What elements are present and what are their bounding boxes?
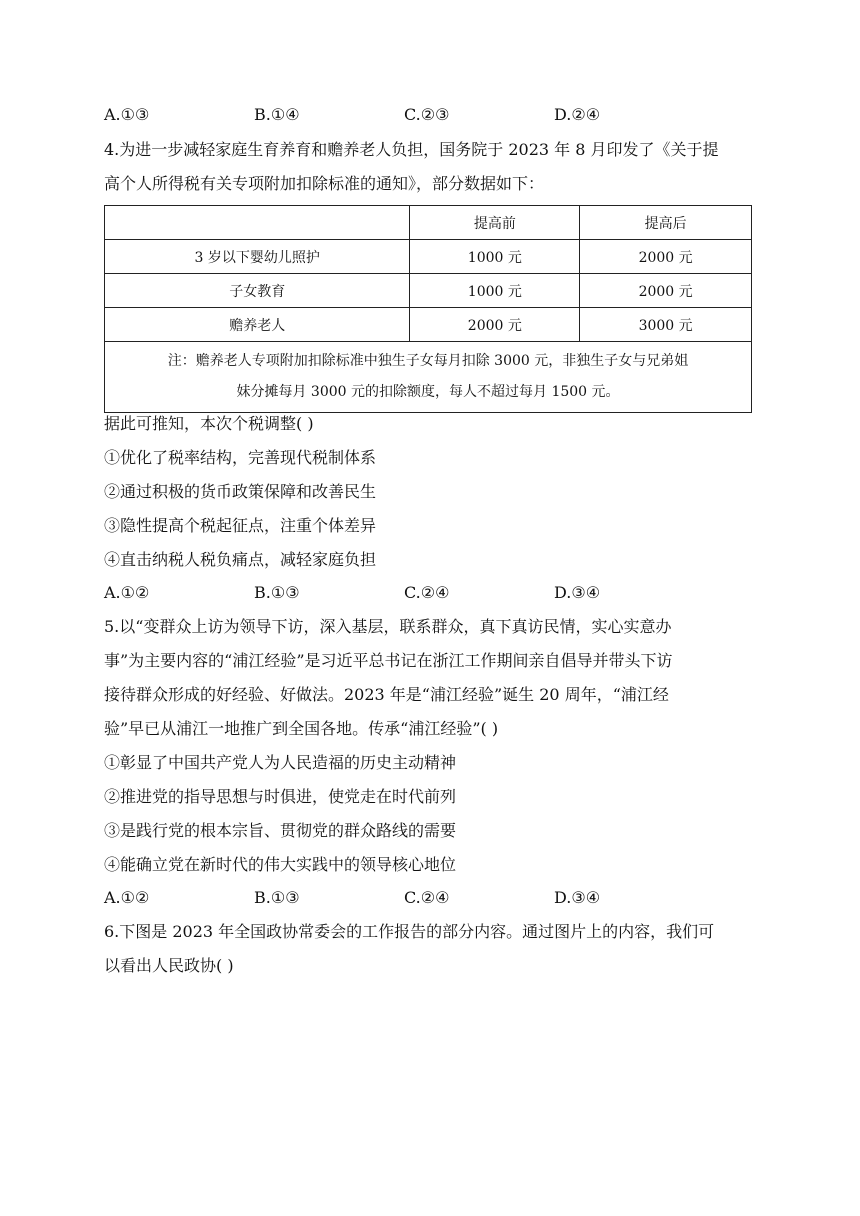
q5-stem-line1: 5.以“变群众上访为领导下访，深入基层，联系群众，真下真访民情，实心实意办 — [104, 617, 672, 636]
table-row — [105, 274, 752, 308]
q3-option-c: C.②③ — [404, 105, 450, 124]
table-row — [105, 240, 752, 274]
q5-item-4: ④能确立党在新时代的伟大实践中的领导核心地位 — [104, 855, 457, 874]
q5-option-d: D.③④ — [554, 888, 601, 907]
q5-item-1: ①彰显了中国共产党人为人民造福的历史主动精神 — [104, 753, 457, 772]
table-note-line1: 注：赡养老人专项附加扣除标准中独生子女每月扣除 3000 元，非独生子女与兄弟姐 — [167, 353, 689, 369]
q5-stem-line3: 接待群众形成的好经验、好做法。2023 年是“浦江经验”诞生 20 周年，“浦江经 — [104, 685, 669, 704]
q3-option-d: D.②④ — [554, 105, 601, 124]
table-cell: 2000 元 — [580, 274, 752, 308]
q4-item-2: ②通过积极的货币政策保障和改善民生 — [104, 482, 377, 501]
table-note — [105, 342, 752, 413]
q4-option-b: B.①③ — [254, 583, 300, 602]
q4-item-3: ③隐性提高个税起征点，注重个体差异 — [104, 516, 377, 535]
q5-item-3: ③是践行党的根本宗旨、贯彻党的群众路线的需要 — [104, 821, 457, 840]
q5-option-c: C.②④ — [404, 888, 450, 907]
q6-stem-line1: 6.下图是 2023 年全国政协常委会的工作报告的部分内容。通过图片上的内容，我们可 — [104, 922, 715, 941]
q3-option-a: A.①③ — [104, 105, 150, 124]
q4-question: 据此可推知，本次个税调整( ) — [104, 414, 314, 433]
table-cell: 2000 元 — [410, 308, 580, 342]
q4-stem-line1: 4.为进一步减轻家庭生育养育和赡养老人负担，国务院于 2023 年 8 月印发了《关于提 — [104, 140, 719, 159]
q4-stem-line2: 高个人所得税有关专项附加扣除标准的通知》，部分数据如下： — [104, 174, 545, 193]
q5-option-a: A.①② — [104, 888, 150, 907]
table-header-cell: 提高前 — [410, 206, 580, 240]
q4-item-1: ①优化了税率结构，完善现代税制体系 — [104, 448, 377, 467]
table-cell: 1000 元 — [410, 274, 580, 308]
q5-item-2: ②推进党的指导思想与时俱进，使党走在时代前列 — [104, 787, 457, 806]
table-cell: 子女教育 — [105, 274, 410, 308]
table-note-line2: 妹分摊每月 3000 元的扣除额度，每人不超过每月 1500 元。 — [236, 384, 620, 400]
table-cell: 2000 元 — [580, 240, 752, 274]
table-header-cell — [105, 206, 410, 240]
table-cell: 1000 元 — [410, 240, 580, 274]
q6-stem-line2: 以看出人民政协( ) — [104, 956, 234, 975]
q4-option-c: C.②④ — [404, 583, 450, 602]
deduction-table — [104, 205, 752, 413]
q4-option-d: D.③④ — [554, 583, 601, 602]
q5-stem-line4: 验”早已从浦江一地推广到全国各地。传承“浦江经验”( ) — [104, 719, 499, 738]
table-header-row — [105, 206, 752, 240]
q5-option-b: B.①③ — [254, 888, 300, 907]
q4-item-4: ④直击纳税人税负痛点，减轻家庭负担 — [104, 550, 377, 569]
table-cell: 赡养老人 — [105, 308, 410, 342]
q3-option-b: B.①④ — [254, 105, 300, 124]
table-cell: 3000 元 — [580, 308, 752, 342]
table-cell: 3 岁以下婴幼儿照护 — [105, 240, 410, 274]
q4-option-a: A.①② — [104, 583, 150, 602]
table-header-cell: 提高后 — [580, 206, 752, 240]
table-note-row — [105, 342, 752, 413]
table-row — [105, 308, 752, 342]
q5-stem-line2: 事”为主要内容的“浦江经验”是习近平总书记在浙江工作期间亲自倡导并带头下访 — [104, 651, 673, 670]
